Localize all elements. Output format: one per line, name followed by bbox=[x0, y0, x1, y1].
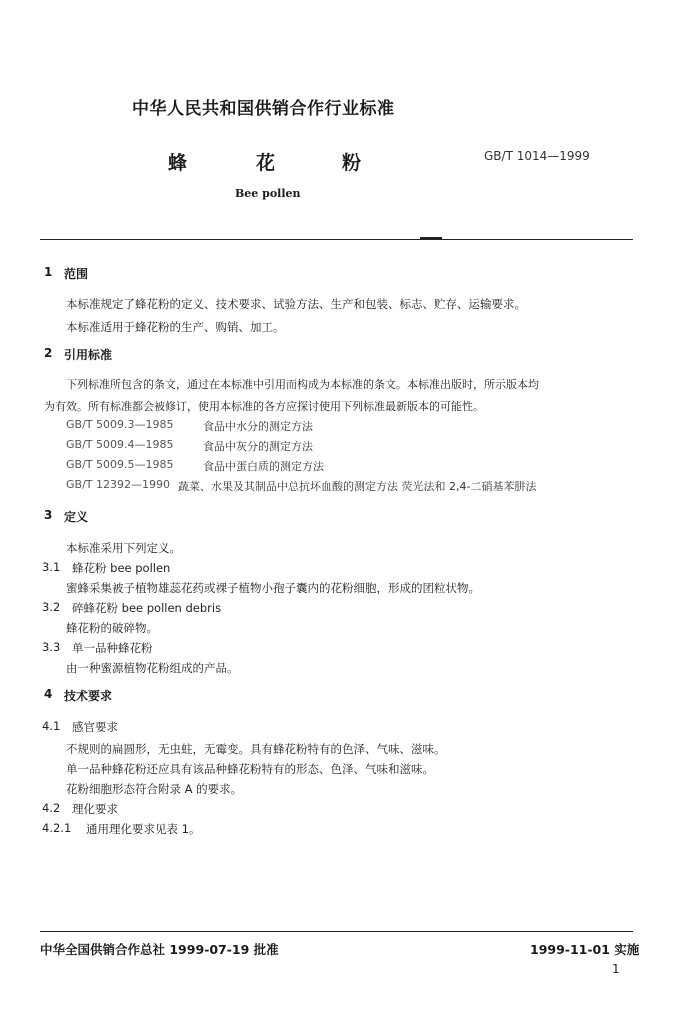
section-3-intro: 本标准采用下列定义。 bbox=[66, 541, 181, 555]
clause-4-1-number: 4.1 bbox=[42, 719, 61, 733]
section-1-heading: 范围 bbox=[64, 267, 89, 281]
section-3-heading: 定义 bbox=[64, 510, 89, 524]
clause-4-1-paragraph-2: 单一品种蜂花粉还应具有该品种蜂花粉特有的形态、色泽、气味和滋味。 bbox=[66, 762, 434, 776]
english-title: Bee pollen bbox=[235, 187, 301, 200]
definition-3-2-term: 碎蜂花粉 bee pollen debris bbox=[72, 601, 222, 615]
title-char-2: 花 bbox=[256, 152, 276, 174]
page-number: 1 bbox=[612, 962, 620, 976]
clause-4-1-heading: 感官要求 bbox=[72, 720, 118, 734]
clause-4-2-heading: 理化要求 bbox=[72, 802, 118, 816]
definition-3-3-number: 3.3 bbox=[42, 640, 61, 654]
definition-3-1-number: 3.1 bbox=[42, 560, 61, 574]
definition-3-1-term: 蜂花粉 bee pollen bbox=[72, 561, 171, 575]
implementation-date: 1999-11-01 实施 bbox=[530, 942, 640, 957]
section-4-number: 4 bbox=[44, 687, 53, 701]
standard-code: GB/T 1014—1999 bbox=[484, 149, 590, 163]
clause-4-2-1-number: 4.2.1 bbox=[42, 821, 72, 835]
header-divider bbox=[40, 239, 633, 240]
section-1-number: 1 bbox=[44, 265, 53, 279]
title-char-1: 蜂 bbox=[168, 152, 188, 174]
reference-title: 食品中灰分的测定方法 bbox=[203, 440, 313, 453]
section-1-paragraph-1: 本标准规定了蜂花粉的定义、技术要求、试验方法、生产和包装、标志、贮存、运输要求。 bbox=[66, 297, 526, 311]
section-3-number: 3 bbox=[44, 508, 53, 522]
clause-4-2-1-text: 通用理化要求见表 1。 bbox=[86, 822, 201, 836]
section-2-number: 2 bbox=[44, 346, 53, 360]
section-2-paragraph-line-2: 为有效。所有标准都会被修订，使用本标准的各方应探讨使用下列标准最新版本的可能性。 bbox=[44, 400, 484, 413]
approval-statement: 中华全国供销合作总社 1999-07-19 批准 bbox=[40, 942, 279, 957]
reference-title: 食品中蛋白质的测定方法 bbox=[203, 460, 324, 473]
reference-title: 食品中水分的测定方法 bbox=[203, 420, 313, 433]
footer-divider bbox=[40, 931, 633, 932]
reference-code: GB/T 12392—1990 bbox=[66, 478, 170, 491]
section-2-paragraph-line-1: 下列标准所包含的条文，通过在本标准中引用而构成为本标准的条文。本标准出版时，所示版本均 bbox=[66, 378, 539, 391]
section-1-paragraph-2: 本标准适用于蜂花粉的生产、购销、加工。 bbox=[66, 320, 285, 334]
clause-4-2-number: 4.2 bbox=[42, 801, 61, 815]
title-char-3: 粉 bbox=[342, 152, 362, 174]
section-4-heading: 技术要求 bbox=[64, 689, 113, 703]
definition-3-1-text: 蜜蜂采集被子植物雄蕊花药或裸子植物小孢子囊内的花粉细胞，形成的团粒状物。 bbox=[66, 581, 480, 595]
section-2-heading: 引用标准 bbox=[64, 348, 113, 362]
standard-org-title: 中华人民共和国供销合作行业标准 bbox=[132, 99, 395, 119]
clause-4-1-paragraph-3: 花粉细胞形态符合附录 A 的要求。 bbox=[66, 782, 243, 796]
definition-3-2-number: 3.2 bbox=[42, 600, 61, 614]
clause-4-1-paragraph-1: 不规则的扁圆形，无虫蛀，无霉变。具有蜂花粉特有的色泽、气味、滋味。 bbox=[66, 742, 446, 756]
header-divider-mark bbox=[420, 237, 442, 239]
definition-3-3-text: 由一种蜜源植物花粉组成的产品。 bbox=[66, 661, 239, 675]
definition-3-2-text: 蜂花粉的破碎物。 bbox=[66, 621, 158, 635]
reference-title: 蔬菜、水果及其制品中总抗坏血酸的测定方法 荧光法和 2,4-二硝基苯肼法 bbox=[178, 480, 537, 493]
reference-code: GB/T 5009.5—1985 bbox=[66, 458, 174, 471]
reference-code: GB/T 5009.3—1985 bbox=[66, 418, 174, 431]
reference-code: GB/T 5009.4—1985 bbox=[66, 438, 174, 451]
definition-3-3-term: 单一品种蜂花粉 bbox=[72, 641, 153, 655]
